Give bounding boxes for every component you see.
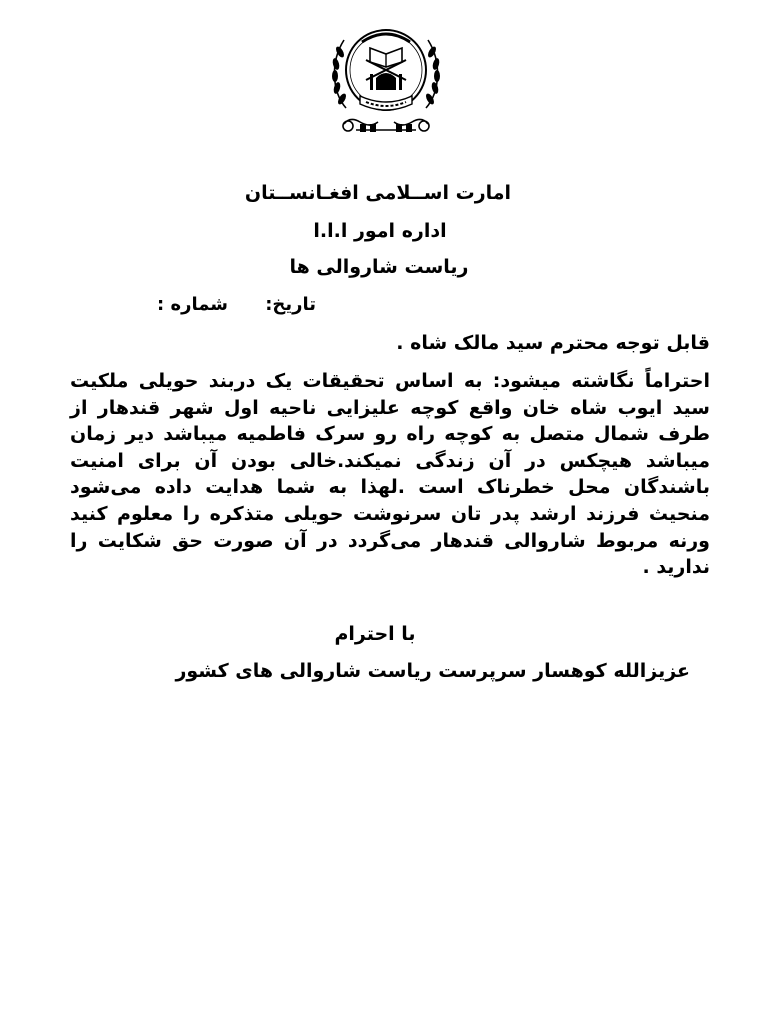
addressee-line: قابل توجه محترم سید مالک شاه . (396, 332, 710, 354)
national-emblem-icon (326, 12, 446, 140)
number-label: شماره : (157, 294, 228, 315)
closing-salutation: با احترام (334, 623, 416, 645)
header-emirate-title: امارت اســلامی افغـانســتان (244, 182, 512, 204)
date-label: تاریخ: (265, 294, 316, 315)
letter-body: احتراماً نگاشته میشود: به اساس تحقیقات یک دربند حویلی ملکیت سید ایوب شاه خان واقع کوچه علیزایی ناحیه اول شهر قندهار از طرف شمال متصل به کوچه راه رو سرک فاطمیه میباشد دیر زمان میباشد هیچکس در آن زندگی نمیکند.خالی بودن آن برای امنیت باشندگان محل خطرناک است .لهذا به شما هدایت داده می‌شود منحیث فرزند ارشد پدر تان سرنوشت حویلی متذکره را معلوم کنید ورنه مربوط شاروالی قندهار می‌گردد در آن صورت حق شکایت را ندارید . (70, 370, 710, 579)
signature-line: عزیزالله کوهسار سرپرست ریاست شاروالی های کشور (175, 660, 690, 682)
header-directorate: ریاست شاروالی ها (289, 256, 469, 278)
header-department: اداره امور ا.ا.ا (313, 220, 447, 242)
